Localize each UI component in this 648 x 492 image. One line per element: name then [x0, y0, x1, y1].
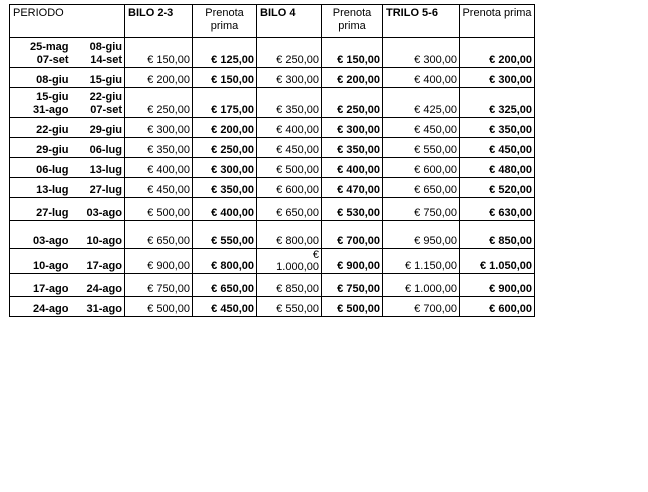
price-trilo: € 400,00	[383, 68, 460, 88]
price-trilo: € 950,00	[383, 221, 460, 249]
price-trilo-pp: € 300,00	[460, 68, 535, 88]
price-trilo: € 750,00	[383, 198, 460, 221]
price-bilo4-pp: € 500,00	[322, 297, 383, 317]
price-bilo4: € 250,00	[257, 38, 322, 68]
period-from-date: 15-giu	[36, 91, 69, 103]
table-row	[10, 38, 535, 68]
period-to-date: 10-ago	[86, 235, 122, 247]
period-to-date: 24-ago	[86, 283, 122, 295]
price-trilo: € 600,00	[383, 158, 460, 178]
period-from-date: 27-lug	[36, 207, 69, 219]
price-trilo-pp: € 450,00	[460, 138, 535, 158]
price-trilo-pp: € 200,00	[460, 38, 535, 68]
period-from	[10, 297, 71, 317]
period-to	[71, 38, 125, 68]
period-from	[10, 38, 71, 68]
period-to-date: 29-giu	[89, 124, 122, 136]
price-bilo23: € 650,00	[125, 221, 193, 249]
price-bilo4: € 650,00	[257, 198, 322, 221]
period-from-date: 13-lug	[36, 184, 69, 196]
price-trilo: € 650,00	[383, 178, 460, 198]
period-to-date: 06-lug	[89, 144, 122, 156]
price-trilo: € 425,00	[383, 88, 460, 118]
header-row	[10, 5, 535, 38]
period-from	[10, 274, 71, 297]
price-bilo23-pp: € 150,00	[193, 68, 257, 88]
price-trilo-pp: € 850,00	[460, 221, 535, 249]
price-bilo23-pp: € 800,00	[193, 249, 257, 274]
header-prenota-prima-2: Prenota prima	[322, 5, 383, 38]
period-to-date: 07-set	[90, 104, 122, 116]
price-bilo4: € 450,00	[257, 138, 322, 158]
period-to	[71, 68, 125, 88]
price-bilo23: € 500,00	[125, 297, 193, 317]
period-to	[71, 88, 125, 118]
price-trilo: € 300,00	[383, 38, 460, 68]
period-from-date: 31-ago	[33, 104, 69, 116]
price-bilo4: € 800,00	[257, 221, 322, 249]
period-to-date: 27-lug	[89, 184, 122, 196]
period-to	[71, 221, 125, 249]
price-trilo-pp: € 600,00	[460, 297, 535, 317]
price-bilo4-pp: € 700,00	[322, 221, 383, 249]
period-from	[10, 178, 71, 198]
period-from-date: 29-giu	[36, 144, 69, 156]
period-to	[71, 178, 125, 198]
price-bilo23: € 150,00	[125, 38, 193, 68]
period-from-date: 06-lug	[36, 164, 69, 176]
period-from-date: 17-ago	[33, 283, 69, 295]
price-bilo23: € 450,00	[125, 178, 193, 198]
amount: 1.000,00	[276, 261, 319, 273]
table-row	[10, 178, 535, 198]
price-bilo4-pp: € 470,00	[322, 178, 383, 198]
period-to	[71, 274, 125, 297]
price-bilo23-pp: € 450,00	[193, 297, 257, 317]
period-to	[71, 198, 125, 221]
price-bilo4-pp: € 150,00	[322, 38, 383, 68]
price-trilo-pp: € 350,00	[460, 118, 535, 138]
price-trilo-pp: € 900,00	[460, 274, 535, 297]
price-trilo: € 700,00	[383, 297, 460, 317]
price-bilo4-pp: € 530,00	[322, 198, 383, 221]
price-bilo23: € 400,00	[125, 158, 193, 178]
period-from	[10, 221, 71, 249]
price-bilo4-pp: € 200,00	[322, 68, 383, 88]
price-bilo4: € 300,00	[257, 68, 322, 88]
header-bilo4: BILO 4	[257, 5, 322, 38]
price-bilo23-pp: € 250,00	[193, 138, 257, 158]
header-bilo23: BILO 2-3	[125, 5, 193, 38]
price-trilo-pp: € 520,00	[460, 178, 535, 198]
table-row	[10, 249, 535, 274]
period-from	[10, 198, 71, 221]
period-to-date: 13-lug	[89, 164, 122, 176]
period-to-date: 03-ago	[86, 207, 122, 219]
price-bilo23: € 300,00	[125, 118, 193, 138]
price-bilo23: € 200,00	[125, 68, 193, 88]
period-from-date: 22-giu	[36, 124, 69, 136]
price-bilo4-pp: € 300,00	[322, 118, 383, 138]
header-prenota-prima-1: Prenota prima	[193, 5, 257, 38]
period-to	[71, 158, 125, 178]
period-to-date: 22-giu	[89, 91, 122, 103]
price-table	[9, 4, 535, 317]
period-from	[10, 88, 71, 118]
price-bilo23-pp: € 350,00	[193, 178, 257, 198]
period-to	[71, 249, 125, 274]
price-trilo: € 1.150,00	[383, 249, 460, 274]
table-row	[10, 118, 535, 138]
period-from	[10, 138, 71, 158]
price-bilo23-pp: € 650,00	[193, 274, 257, 297]
period-to-date: 14-set	[90, 54, 122, 66]
period-from-date: 10-ago	[33, 260, 69, 272]
price-bilo23-pp: € 175,00	[193, 88, 257, 118]
price-trilo: € 450,00	[383, 118, 460, 138]
period-from	[10, 118, 71, 138]
price-bilo23: € 900,00	[125, 249, 193, 274]
table-row	[10, 138, 535, 158]
price-bilo4: € 550,00	[257, 297, 322, 317]
price-bilo23-pp: € 300,00	[193, 158, 257, 178]
price-bilo4: € 400,00	[257, 118, 322, 138]
price-bilo4	[257, 249, 322, 274]
table-row	[10, 274, 535, 297]
price-bilo4-pp: € 350,00	[322, 138, 383, 158]
price-trilo-pp: € 630,00	[460, 198, 535, 221]
price-bilo4-pp: € 900,00	[322, 249, 383, 274]
price-bilo23: € 500,00	[125, 198, 193, 221]
table-row	[10, 68, 535, 88]
price-bilo4: € 600,00	[257, 178, 322, 198]
price-bilo4: € 350,00	[257, 88, 322, 118]
price-bilo23-pp: € 400,00	[193, 198, 257, 221]
period-to	[71, 118, 125, 138]
price-bilo23: € 250,00	[125, 88, 193, 118]
period-from-date: 25-mag	[29, 41, 69, 53]
period-to-date: 31-ago	[86, 303, 122, 315]
period-from	[10, 158, 71, 178]
currency-symbol: €	[312, 249, 319, 261]
period-to-date: 08-giu	[89, 41, 122, 53]
header-prenota-prima-3: Prenota prima	[460, 5, 535, 38]
header-periodo: PERIODO	[10, 5, 125, 38]
price-trilo-pp: € 480,00	[460, 158, 535, 178]
table-row	[10, 158, 535, 178]
price-bilo4: € 500,00	[257, 158, 322, 178]
table-row	[10, 221, 535, 249]
period-from-date: 08-giu	[36, 74, 69, 86]
period-to	[71, 297, 125, 317]
price-bilo4-pp: € 250,00	[322, 88, 383, 118]
header-trilo56: TRILO 5-6	[383, 5, 460, 38]
price-trilo: € 550,00	[383, 138, 460, 158]
price-bilo23-pp: € 550,00	[193, 221, 257, 249]
period-to	[71, 138, 125, 158]
price-trilo: € 1.000,00	[383, 274, 460, 297]
period-to-date: 17-ago	[86, 260, 122, 272]
period-from-date: 24-ago	[33, 303, 69, 315]
price-bilo23-pp: € 200,00	[193, 118, 257, 138]
table-row	[10, 297, 535, 317]
price-trilo-pp: € 325,00	[460, 88, 535, 118]
price-bilo4-pp: € 400,00	[322, 158, 383, 178]
period-to-date: 15-giu	[89, 74, 122, 86]
period-from-date: 07-set	[36, 54, 69, 66]
price-trilo-pp: € 1.050,00	[460, 249, 535, 274]
price-bilo4: € 850,00	[257, 274, 322, 297]
period-from	[10, 249, 71, 274]
table-row	[10, 198, 535, 221]
price-bilo23: € 350,00	[125, 138, 193, 158]
period-from	[10, 68, 71, 88]
table-row	[10, 88, 535, 118]
price-bilo4-pp: € 750,00	[322, 274, 383, 297]
period-from-date: 03-ago	[33, 235, 69, 247]
price-bilo23: € 750,00	[125, 274, 193, 297]
price-bilo23-pp: € 125,00	[193, 38, 257, 68]
